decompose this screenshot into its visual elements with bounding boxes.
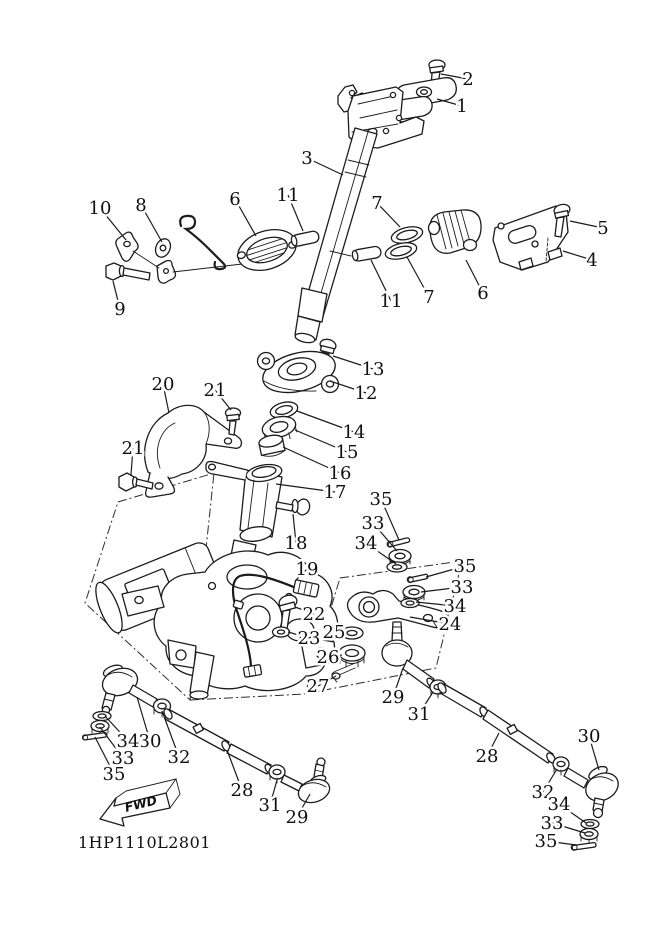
callout-number-30-36: 30 — [577, 726, 601, 747]
callout-number-35-51: 35 — [102, 764, 126, 785]
bolt-part18 — [276, 498, 311, 517]
tie-rod-end-part30-right — [564, 764, 623, 818]
callout-number-7-7: 7 — [371, 193, 383, 214]
callout-number-33-42: 33 — [450, 577, 474, 598]
callout-number-9-10: 9 — [114, 299, 126, 320]
callout-number-11-12: 11 — [276, 185, 300, 206]
drawing-number: 1HP1110L2801 — [78, 833, 211, 852]
callout-number-23-26: 23 — [297, 628, 321, 649]
fwd-label: FWD — [123, 792, 159, 815]
callout-number-35-50: 35 — [453, 556, 477, 577]
callout-number-14-16: 14 — [342, 422, 366, 443]
callout-number-12-14: 12 — [354, 383, 378, 404]
callout-number-32-39: 32 — [167, 747, 191, 768]
callout-number-34-48: 34 — [547, 794, 571, 815]
callout-number-20-22: 20 — [151, 374, 175, 395]
collar-part16 — [258, 433, 286, 458]
callout-number-7-8: 7 — [423, 287, 435, 308]
cotter-pin-part35-right — [407, 573, 429, 583]
callout-number-5-4: 5 — [597, 218, 609, 239]
o-ring-part7-lower — [384, 240, 419, 262]
callout-number-24-27: 24 — [438, 614, 462, 635]
washer-part34-right — [401, 599, 419, 608]
callout-number-21-24: 21 — [121, 438, 145, 459]
callout-number-18-20: 18 — [284, 533, 308, 554]
callout-number-28-32: 28 — [475, 746, 499, 767]
callout-number-32-40: 32 — [531, 782, 555, 803]
callout-number-19-21: 19 — [295, 559, 319, 580]
nut-part26 — [339, 645, 365, 667]
callout-number-1-0: 1 — [456, 96, 468, 117]
callout-number-21-23: 21 — [203, 380, 227, 401]
washer-part23 — [273, 627, 290, 637]
bushing-retainer-part6-left — [233, 223, 302, 278]
bolt-part9 — [106, 263, 150, 280]
callout-number-33-43: 33 — [111, 748, 135, 769]
callout-number-31-38: 31 — [407, 704, 431, 725]
bushing-half-part6-right — [429, 210, 482, 253]
callout-number-28-31: 28 — [230, 780, 254, 801]
callout-number-34-45: 34 — [354, 533, 378, 554]
callout-number-35-49: 35 — [369, 489, 393, 510]
collar-pin-part11-left — [290, 230, 319, 247]
callout-number-15-17: 15 — [335, 442, 359, 463]
fwd-arrow — [100, 779, 180, 826]
callout-number-6-5: 6 — [229, 189, 241, 210]
callout-number-6-6: 6 — [477, 283, 489, 304]
callout-number-31-37: 31 — [258, 795, 282, 816]
callout-number-35-52: 35 — [534, 831, 558, 852]
callout-number-8-9: 8 — [135, 195, 147, 216]
callout-number-29-33: 29 — [381, 687, 405, 708]
callout-number-30-35: 30 — [138, 731, 162, 752]
collar-pin-part11-right — [352, 246, 382, 262]
callout-number-10-11: 10 — [88, 198, 112, 219]
ball-joint-part29-right — [382, 622, 437, 689]
callout-number-4-3: 4 — [586, 250, 598, 271]
callout-number-17-19: 17 — [323, 482, 347, 503]
callout-number-22-25: 22 — [302, 604, 326, 625]
callout-number-34-47: 34 — [116, 731, 140, 752]
callout-number-3-2: 3 — [301, 148, 313, 169]
callout-number-27-30: 27 — [306, 676, 330, 697]
callout-number-11-13: 11 — [379, 291, 403, 312]
bolt-part21-left — [119, 473, 153, 491]
nut-part33-bottom-right — [580, 829, 598, 845]
callout-number-34-46: 34 — [443, 596, 467, 617]
washer-part34-center — [387, 562, 407, 572]
callout-number-29-34: 29 — [285, 807, 309, 828]
wire-stay-part8 — [153, 216, 225, 269]
callout-number-13-15: 13 — [361, 359, 385, 380]
callout-number-26-29: 26 — [316, 647, 340, 668]
callout-number-33-44: 33 — [540, 813, 564, 834]
callout-number-2-1: 2 — [462, 69, 474, 90]
callout-number-33-41: 33 — [361, 513, 385, 534]
tie-rod-end-part30-left — [99, 663, 157, 714]
callout-number-25-28: 25 — [322, 622, 346, 643]
callout-number-16-18: 16 — [328, 463, 352, 484]
cotter-pin-part35-bottom-left — [82, 732, 107, 741]
cotter-pin-part35-bottom-right — [571, 841, 597, 850]
